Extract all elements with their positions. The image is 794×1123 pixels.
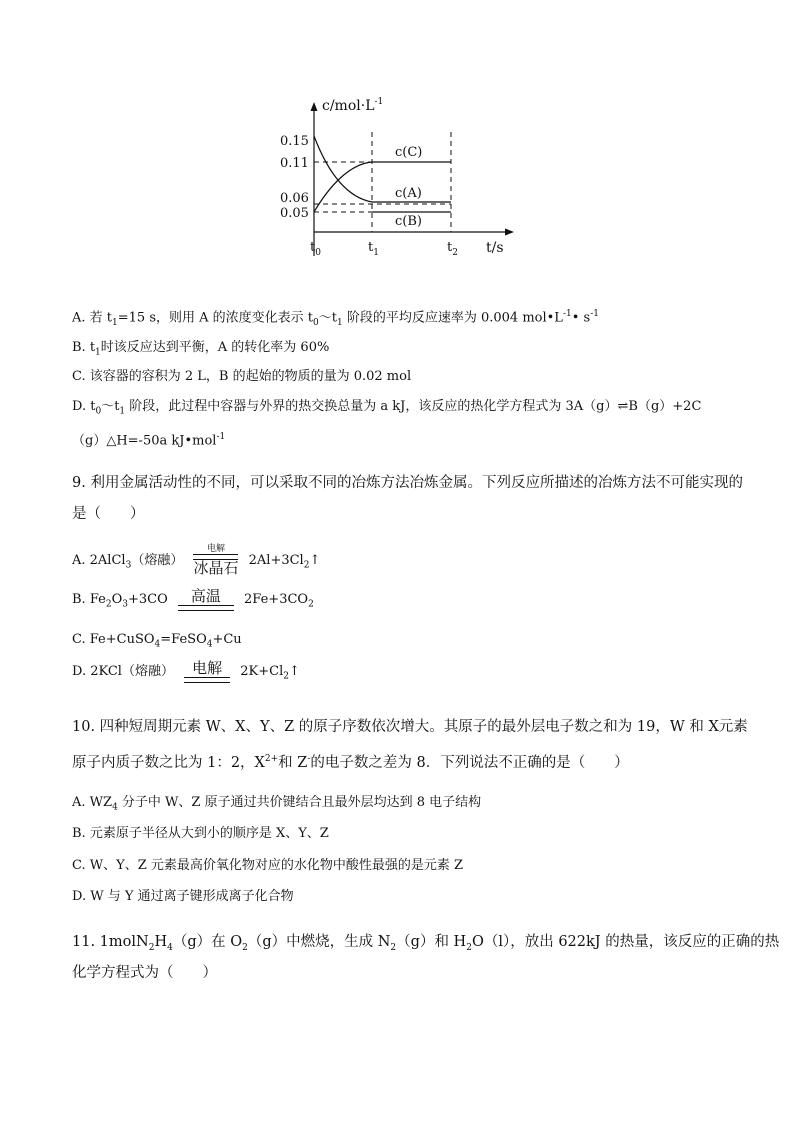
text-segment: 阶段的平均反应速率为 0.004 mol•L — [342, 310, 563, 326]
text-segment: ～t — [101, 399, 120, 414]
text-segment: +Cu — [212, 632, 242, 647]
text-segment: 时该反应达到平衡，A 的转化率为 60% — [100, 340, 330, 355]
q11-stem-line1 — [72, 931, 779, 959]
text-segment: 2Fe+3CO — [244, 592, 309, 607]
subscript: 2 — [303, 560, 310, 571]
subscript: 2 — [466, 942, 472, 953]
superscript: - — [307, 754, 311, 764]
text-segment: （熔融） — [131, 552, 184, 568]
x-tick-label: $t_2$ — [447, 240, 458, 258]
text-segment: B. t — [72, 340, 96, 355]
text-segment: =FeSO — [160, 632, 207, 647]
text-segment: O（l），放出 622kJ 的热量，该反应的正确的热 — [471, 934, 780, 950]
series-b-label: c(B) — [395, 214, 422, 229]
q10-option-b: B. 元素原子半径从大到小的顺序是 X、Y、Z — [72, 826, 329, 841]
q9-option-b — [72, 588, 314, 614]
text-segment: 分子中 W、Z 原子通过共价键结合且最外层均达到 8 电子结构 — [117, 795, 482, 810]
q10-option-c: C. W、Y、Z 元素最高价氧化物对应的水化物中酸性最强的是元素 Z — [72, 858, 464, 873]
subscript: 2 — [283, 671, 289, 682]
series-c-label: c(C) — [395, 145, 423, 160]
text-segment: D. t — [72, 399, 96, 414]
text-segment: 11. 1molN — [72, 934, 149, 950]
y-tick-label: 0.15 — [280, 134, 309, 149]
subscript: 2 — [390, 942, 397, 953]
text-segment: C. Fe+CuSO — [72, 632, 155, 647]
text-segment: （g）中燃烧，生成 N — [247, 934, 391, 950]
text-segment: B. Fe — [72, 592, 106, 607]
text-segment: +3CO — [127, 592, 168, 607]
x-axis-arrow — [505, 229, 514, 236]
text-segment: A. WZ — [72, 795, 113, 810]
q9-stem-line2: 是（ ） — [72, 506, 145, 522]
text-segment: （g）在 O — [172, 934, 243, 950]
text-segment: 的电子数之差为 8．下列说法不正确的是（ ） — [310, 754, 629, 771]
superscript: -1 — [216, 432, 226, 442]
y-axis-label: $c/mol\cdot L^{-1}$ — [322, 97, 384, 114]
text-segment: 和 Z — [278, 754, 308, 771]
subscript: 2 — [308, 599, 314, 610]
subscript: 3 — [125, 560, 132, 571]
high-temperature-condition: 高温 — [178, 588, 234, 611]
q8-option-d-line2 — [72, 428, 225, 450]
electrolysis-condition-d: 电解 — [184, 660, 230, 683]
q10-stem-line2 — [72, 748, 629, 774]
q11-stem-line2: 化学方程式为（ ） — [72, 965, 217, 981]
text-segment: （g）△H=-50a kJ•mol — [72, 433, 217, 449]
text-segment: H — [154, 934, 168, 950]
text-segment: ～t — [318, 310, 337, 326]
q8-option-b — [72, 339, 329, 362]
text-segment: 阶段，此过程中容器与外界的热交换总量为 a kJ，该反应的热化学方程式为 3A（g）⇌B（g）+2C — [125, 399, 702, 414]
q9-option-a — [72, 544, 320, 576]
text-segment: ↑ — [288, 664, 300, 679]
q8-option-d-line1 — [72, 398, 701, 421]
subscript: 4 — [112, 802, 118, 813]
text-segment: ↑ — [309, 552, 321, 568]
x-tick-label: $t_0$ — [310, 240, 321, 258]
superscript: 2+ — [264, 754, 279, 764]
subscript: 2 — [242, 942, 248, 953]
text-segment: • s — [571, 310, 591, 326]
text-segment: A. 若 t — [72, 310, 113, 326]
electrolysis-condition-a: 电解 冰晶石 — [193, 544, 239, 577]
q9-option-c — [72, 631, 242, 654]
text-segment: O — [111, 592, 123, 607]
x-axis-label: t/s — [486, 240, 504, 256]
y-tick-label: 0.06 — [280, 191, 309, 206]
y-axis-arrow — [311, 102, 318, 111]
subscript: 2 — [105, 599, 112, 610]
q10-option-a — [72, 794, 481, 817]
subscript: 4 — [154, 639, 161, 650]
x-tick-label: $t_1$ — [368, 240, 379, 258]
subscript: 1 — [95, 347, 101, 358]
subscript: 0 — [95, 406, 102, 417]
superscript: -1 — [562, 309, 572, 319]
q10-stem-line1: 10. 四种短周期元素 W、X、Y、Z 的原子序数依次增大。其原子的最外层电子数之和为 19，W 和 X元素 — [72, 719, 748, 735]
series-a-curve — [314, 136, 451, 202]
q9-option-d: D. 2KCl（熔融） 电解 $2K+Cl_2↑$ — [72, 659, 300, 682]
q9-stem-line1: 9. 利用金属活动性的不同，可以采取不同的冶炼方法冶炼金属。下列反应所描述的冶炼方法不可能实现的 — [72, 475, 743, 491]
series-a-label: c(A) — [395, 186, 422, 201]
text-segment: A. 2AlCl — [72, 552, 126, 568]
concentration-time-chart — [0, 0, 794, 270]
subscript: 4 — [167, 942, 173, 953]
subscript: 0 — [313, 317, 319, 328]
y-tick-label: 0.11 — [280, 156, 309, 171]
text-segment: 原子内质子数之比为 1：2，X — [72, 754, 265, 771]
subscript: 1 — [119, 406, 126, 417]
subscript: 4 — [206, 639, 213, 650]
q8-option-c: C. 该容器的容积为 2 L，B 的起始的物质的量为 0.02 mol — [72, 369, 412, 384]
subscript: 1 — [336, 317, 343, 328]
text-segment: 2K+Cl — [240, 664, 284, 679]
text-segment: （g）和 H — [396, 934, 467, 950]
subscript: 2 — [148, 942, 155, 953]
subscript: 1 — [112, 317, 118, 328]
y-tick-label: 0.05 — [280, 206, 309, 221]
text-segment: 2Al+3Cl — [248, 552, 304, 568]
text-segment: =15 s，则用 A 的浓度变化表示 t — [117, 310, 313, 326]
subscript: 3 — [122, 599, 128, 610]
q10-option-d: D. W 与 Y 通过离子键形成离子化合物 — [72, 889, 294, 904]
q8-option-a — [72, 305, 599, 332]
superscript: -1 — [590, 309, 599, 319]
